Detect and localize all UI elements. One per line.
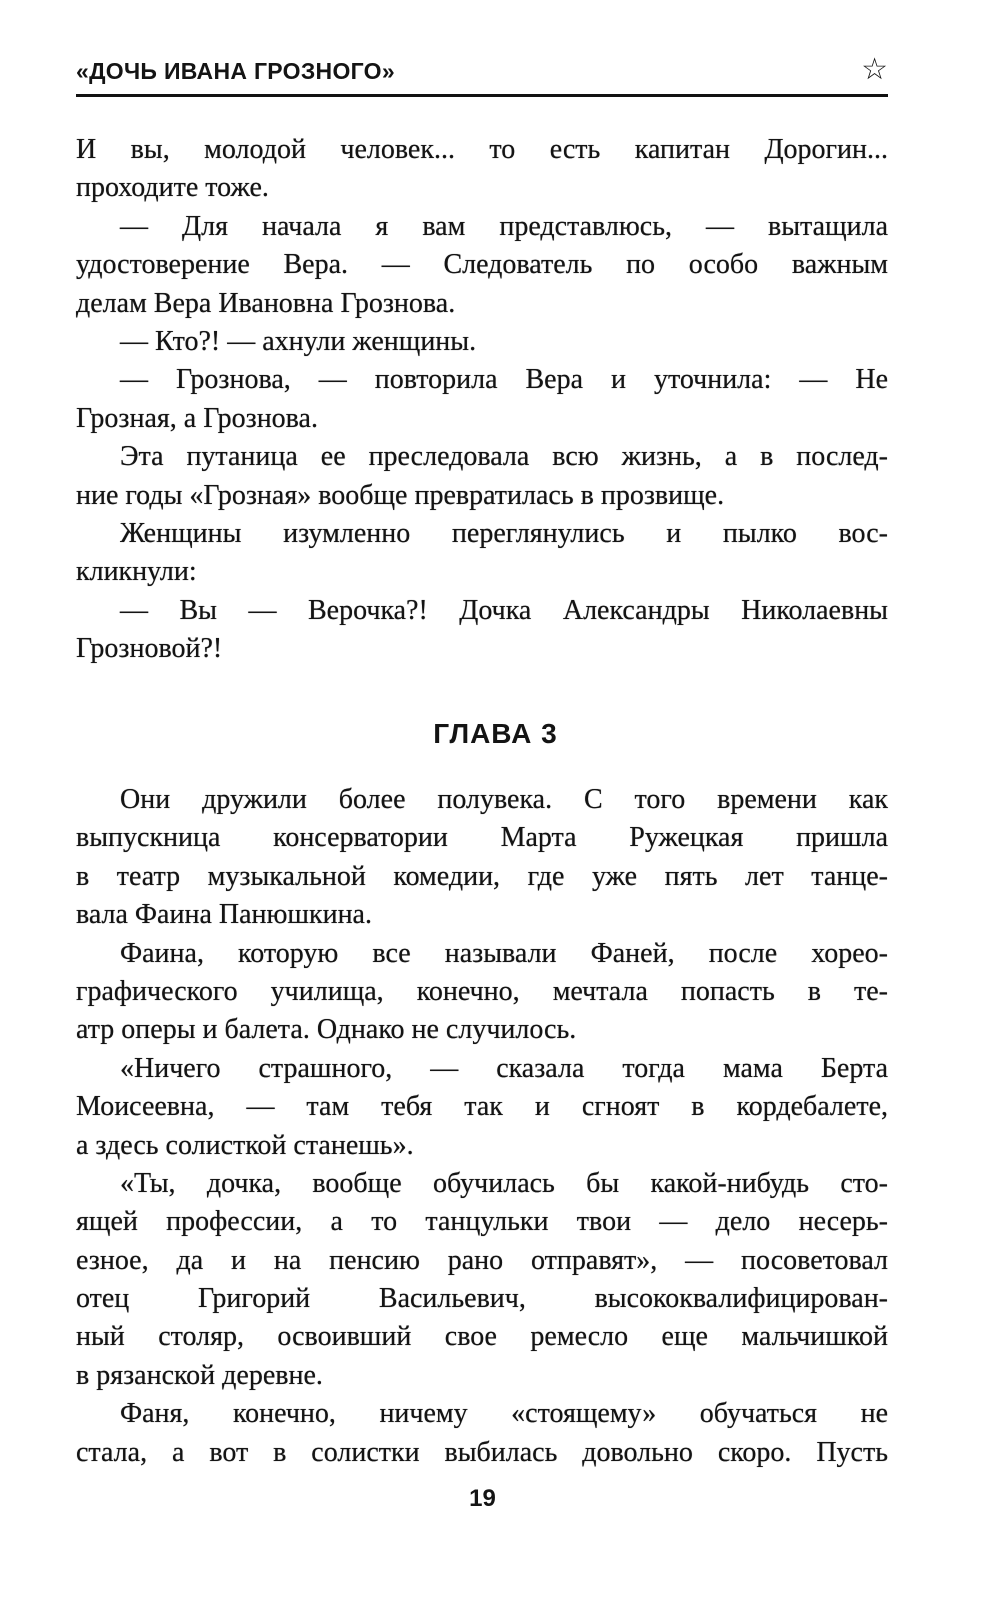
text-line: делам Вера Ивановна Грознова. — [76, 287, 456, 319]
text-line: Грозная, а Грознова. — [76, 402, 318, 434]
text-line: вала Фаина Панюшкина. — [76, 899, 372, 931]
text-line: кликнули: — [76, 556, 197, 588]
text-line: выпускница консерватории Марта Ружецкая пришла — [76, 822, 888, 854]
text-line: Фаня, конечно, ничему «стоящему» обучаться не — [120, 1398, 888, 1430]
text-line: ный столяр, освоивший свое ремесло еще мальчишкой — [76, 1321, 888, 1353]
text-line: атр оперы и балета. Однако не случилось. — [76, 1014, 577, 1046]
text-line: в рязанской деревне. — [76, 1359, 323, 1391]
text-line: Они дружили более полувека. С того времени как — [120, 784, 888, 815]
text-line: отец Григорий Васильевич, высококвалифицирован- — [76, 1283, 888, 1315]
text-block-1 — [76, 131, 888, 668]
text-line: проходите тоже. — [76, 172, 269, 204]
text-line: езное, да и на пенсию рано отправят», — посоветовал — [76, 1244, 888, 1276]
text-line: ние годы «Грозная» вообще превратилась в прозвище. — [76, 479, 725, 511]
text-line: «Ты, дочка, вообще обучилась бы какой-нибудь сто- — [120, 1167, 888, 1199]
header-rule — [76, 94, 888, 97]
text-line: — Грознова, — повторила Вера и уточнила: — Не — [120, 364, 888, 396]
text-line: Женщины изумленно переглянулись и пылко вос- — [120, 517, 888, 549]
text-line: — Вы — Верочка?! Дочка Александры Николаевны — [120, 594, 888, 626]
text-line: удостоверение Вера. — Следователь по особо важным — [76, 249, 888, 281]
text-line: — Кто?! — ахнули женщины. — [120, 325, 477, 357]
book-title: «ДОЧЬ ИВАНА ГРОЗНОГО» — [76, 58, 395, 84]
text-line: графического училища, конечно, мечтала попасть в те- — [76, 975, 888, 1007]
text-line: стала, а вот в солистки выбилась довольно скоро. Пусть — [76, 1436, 888, 1468]
text-line: Моисеевна, — там тебя так и сгноят в кордебалете, — [76, 1091, 888, 1123]
text-line: Фаина, которую все называли Фаней, после хорео- — [120, 937, 888, 969]
text-block-2 — [76, 781, 888, 1472]
text-line: в театр музыкальной комедии, где уже пять лет танце- — [76, 860, 888, 892]
text-line: Грозновой?! — [76, 633, 223, 665]
running-header — [76, 52, 888, 96]
star-icon: ☆ — [861, 52, 888, 87]
chapter-title: ГЛАВА 3 — [433, 718, 558, 749]
text-line: а здесь солисткой станешь». — [76, 1129, 414, 1161]
text-line: ящей профессии, а то танцульки твои — дело несерь- — [76, 1206, 888, 1238]
page-number: 19 — [469, 1485, 496, 1512]
text-line: И вы, молодой человек... то есть капитан Дорогин... — [76, 134, 888, 165]
text-line: — Для начала я вам представлюсь, — вытащила — [120, 210, 888, 242]
text-line: «Ничего страшного, — сказала тогда мама Берта — [120, 1052, 888, 1084]
text-line: Эта путаница ее преследовала всю жизнь, а в послед- — [120, 441, 888, 473]
